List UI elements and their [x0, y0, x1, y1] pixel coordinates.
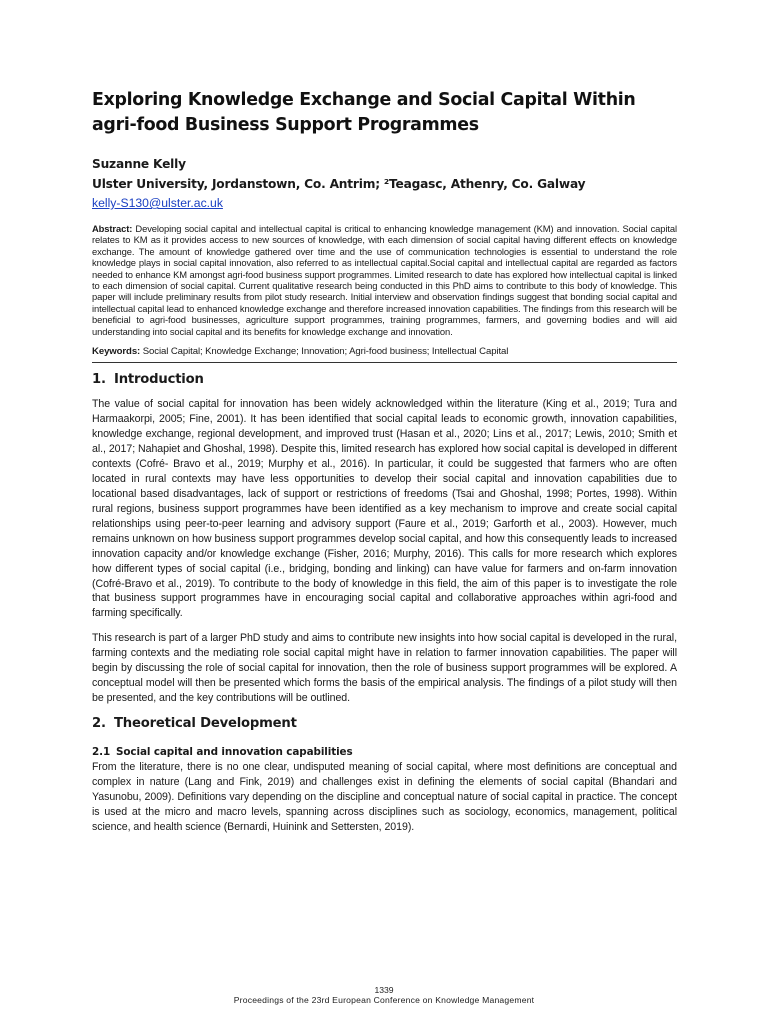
section-number: 2.: [92, 716, 106, 732]
keywords-label: Keywords:: [92, 346, 141, 358]
paper-title: Exploring Knowledge Exchange and Social Capital Within agri-food Business Support Programmes: [92, 90, 636, 135]
section-title: Introduction: [114, 372, 204, 388]
abstract: [92, 223, 677, 337]
section-heading-introduction: [92, 371, 677, 389]
intro-paragraph-2: This research is part of a larger PhD study and aims to contribute new insights into how social capital is developed in the rural, farming contexts and the mediating role social capital might have in relation to farmer innovation capabilities. The paper will begin by discussing the role of social capital for innovation, then the role of business support programmes will be explored. A conceptual model will then be presented which forms the basis of the empirical analysis. The findings of a pilot study will then be presented, and the key contributions will be outlined.: [92, 632, 677, 705]
author-email-link[interactable]: kelly-S130@ulster.ac.uk: [92, 196, 223, 210]
section-number: 1.: [92, 372, 106, 388]
section-title: Theoretical Development: [114, 716, 297, 732]
abstract-text: Developing social capital and intellectual capital is critical to enhancing knowledge management (KM) and innovation. Social capital relates to KM as it provides access to new sources of knowledge, with each dimension of social capital having different effects on knowledge exchange. The amount of knowledge gathered over time and the use of communication technologies is essential to understand the role knowledge plays in social capital innovation, also referred to as intellectual capital.Social capital and intellectual capital are regarded as factors needed to enhance KM amongst agri-food business support programmes. Limited research to date has explored how intellectual capital is linked to each dimension of social capital. Current qualitative research being conducted in this PhD aims to contribute to this body of knowledge. This paper will include preliminary results from pilot study research. Initial interview and observation findings suggest that bonding social capital and intellectual capital lead to enhanced knowledge exchange and therefore increased innovation capabilities. The findings from this research will be beneficial to agri-food businesses, agriculture support programmes, training programmes, farmers, and governing bodies and will aid understanding into social capital and its benefits for knowledge exchange and innovation.: [92, 223, 677, 337]
abstract-label: Abstract:: [92, 223, 133, 234]
keywords-text: Social Capital; Knowledge Exchange; Innovation; Agri-food business; Intellectual Capital: [142, 346, 509, 358]
intro-paragraph-1: The value of social capital for innovation has been widely acknowledged within the literature (King et al., 2019; Tura and Harmaakorpi, 2005; Fine, 2001). It has been identified that social capital leads to economic growth, innovation capabilities, knowledge exchange, regional development, and improved trust (Hasan et al., 2020; Lins et al., 2017; Lewis, 2010; Smith et al., 2017; Nahapiet and Ghoshal, 1998). Despite this, limited research has explored how social capital is developed in different contexts (Cofré- Bravo et al., 2019; Murphy et al., 2016). In particular, it could be suggested that farmers who are often located in rural contexts may have less opportunities to develop their social capital and innovation capabilities due to locational based disadvantages, lack of support or restrictions of freedoms (Tsai and Ghoshal, 1998; Portes, 1998). Within rural regions, business support programmes have been identified as a key mechanism to improve and create social capital relationships using peer-to-peer learning and advisory support (Faure et al., 2019; Garforth et al., 2003). However, much remains unknown on how business support programmes develop social capital, and how this consequently leads to increased innovation capacity and/or knowledge exchange (Fisher, 2016; Murphy, 2016). This calls for more research which explores how different types of social capital (i.e., bridging, bonding and linking) can have value for farmers and on-farm innovation (Cofré-Bravo et al., 2019). To contribute to the body of knowledge in this field, the aim of this paper is to investigate the role that business support programmes have in encouraging social capital and collaborative approaches within agri-food and farming specifically.: [92, 398, 677, 620]
keywords: [92, 346, 677, 363]
subsection-number: 2.1: [92, 746, 111, 759]
proceedings-footer: Proceedings of the 23rd European Conference on Knowledge Management: [233, 995, 535, 1005]
theory-paragraph-1: From the literature, there is no one clear, undisputed meaning of social capital, where most definitions are conceptual and complex in nature (Lang and Fink, 2019) and challenges exist in defining the elements of social capital (Bhandari and Yasunobu, 2009). Definitions vary depending on the discipline and conceptual nature of social capital in practice. The concept is used at the micro and macro levels, spanning across disciplines such as sociology, economics, management, political science, and health science (Bernardi, Huinink and Settersten, 2019).: [92, 761, 677, 833]
section-heading-theoretical-development: [92, 715, 677, 733]
page-number: 1339: [374, 985, 394, 995]
page-content: [92, 88, 677, 835]
subsection-heading: [92, 745, 677, 759]
subsection-title: Social capital and innovation capabilities: [116, 746, 353, 759]
author-name: Suzanne Kelly: [92, 157, 186, 171]
author-affiliation: Ulster University, Jordanstown, Co. Antrim; ²Teagasc, Athenry, Co. Galway: [92, 177, 586, 191]
